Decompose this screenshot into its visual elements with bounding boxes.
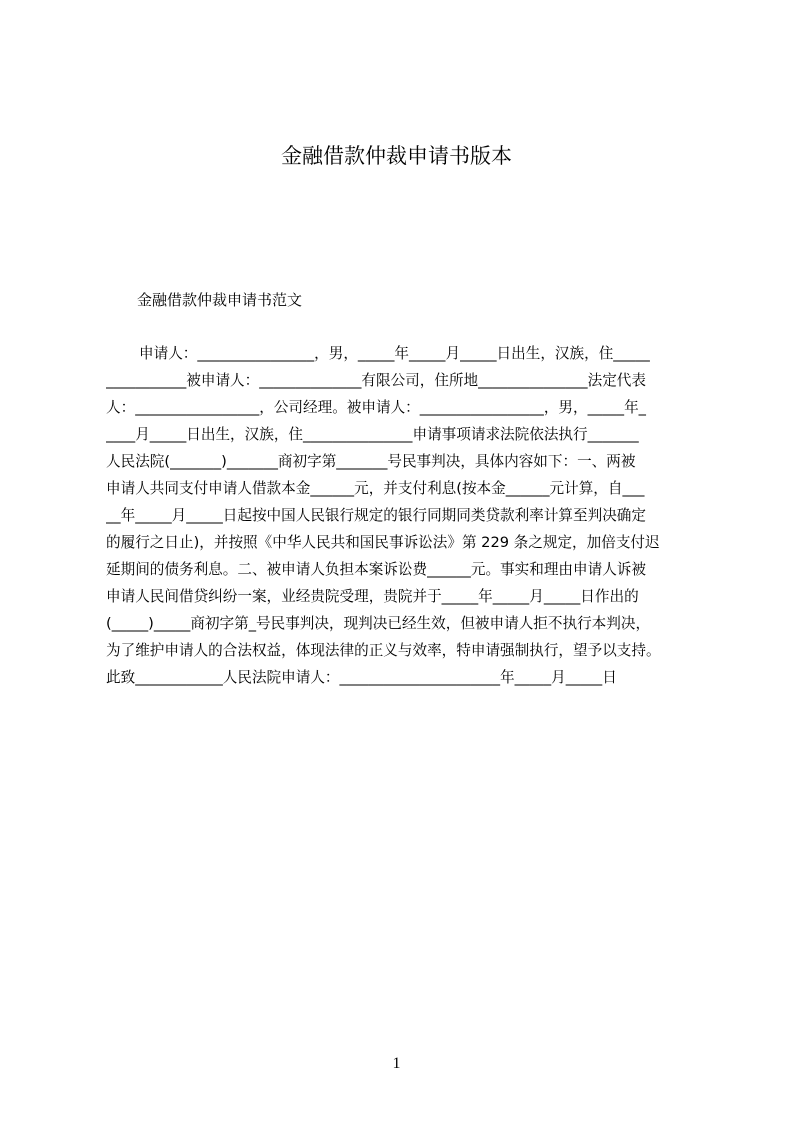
body-line: 申请人：________________，男，_____年_____月_____日出生，汉族，住_____	[139, 345, 650, 362]
body-line: ___________被申请人：______________有限公司，住所地_______________法定代表	[106, 372, 646, 389]
body-line: 申请人民间借贷纠纷一案，业经贵院受理，贵院并于_____年_____月_____日作出的	[106, 588, 639, 605]
page-number: 1	[392, 1055, 401, 1072]
body-line: 人民法院(_______)_______商初字第_______号民事判决，具体内容如下：一、两被	[106, 453, 636, 470]
body-line: __年_____月_____日起按中国人民银行规定的银行同期同类贷款利率计算至判决确定	[106, 507, 646, 524]
document-subtitle: 金融借款仲裁申请书范文	[137, 291, 303, 309]
body-line: ____月_____日出生，汉族，住_______________申请事项请求法院依法执行_______	[106, 426, 639, 443]
body-line: 的履行之日止)，并按照《中华人民共和国民事诉讼法》第 229 条之规定，加倍支付迟	[106, 534, 660, 551]
body-line: 延期间的债务利息。二、被申请人负担本案诉讼费______元。事实和理由申请人诉被	[106, 561, 646, 578]
body-line: 为了维护申请人的合法权益，体现法律的正义与效率，特申请强制执行，望予以支持。	[106, 642, 661, 659]
body-line: 申请人共同支付申请人借款本金______元，并支付利息(按本金______元计算，自___	[106, 480, 645, 497]
body-line: 人：_________________，公司经理。被申请人：_________________，男，_____年_	[106, 399, 646, 416]
body-line: (_____)_____商初字第_号民事判决，现判决已经生效，但被申请人拒不执行本判决，	[106, 615, 651, 632]
document-title: 金融借款仲裁申请书版本	[281, 144, 512, 168]
body-line: 此致____________人民法院申请人：______________________年_____月_____日	[106, 669, 617, 686]
